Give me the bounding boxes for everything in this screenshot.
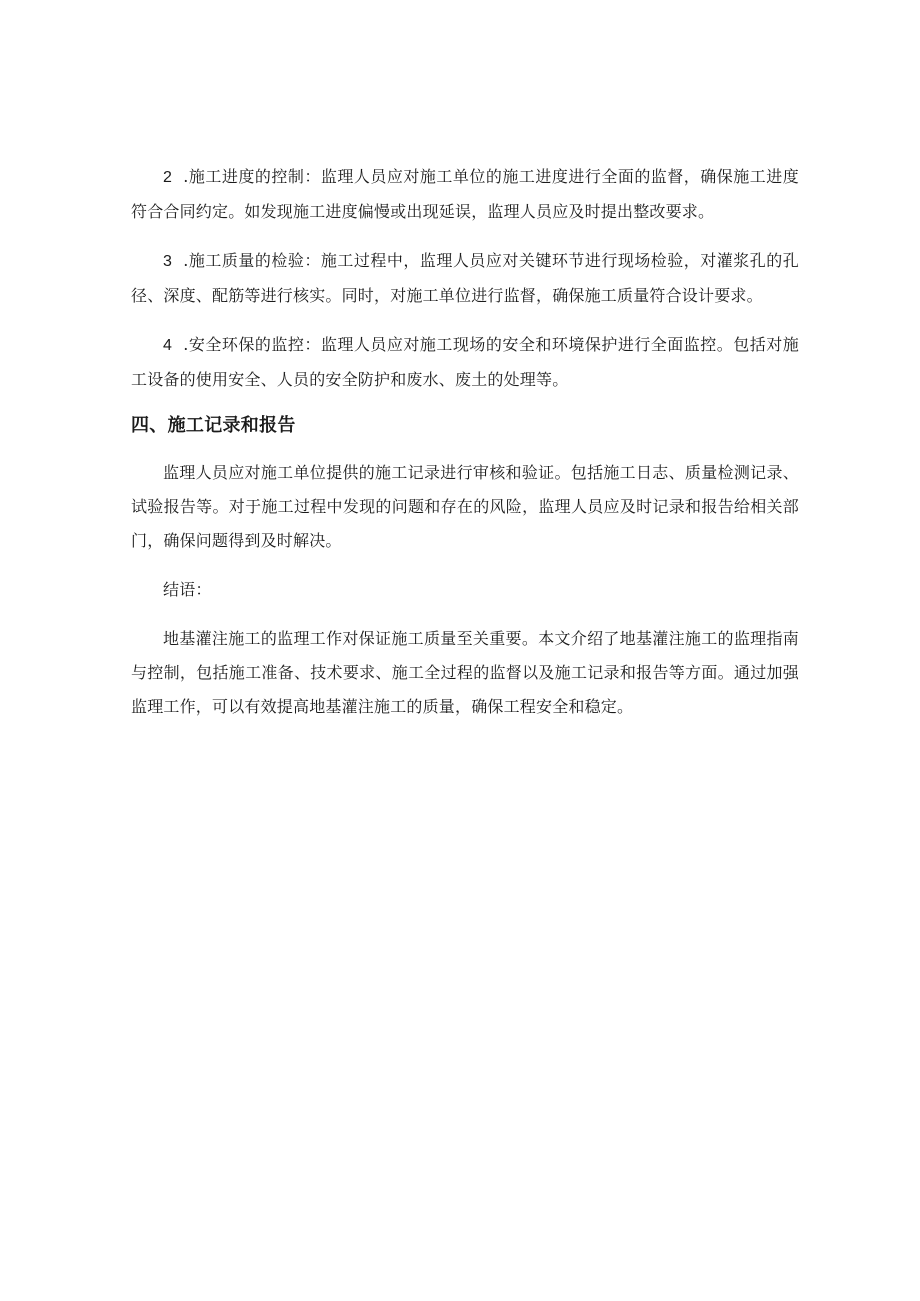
records-paragraph: 监理人员应对施工单位提供的施工记录进行审核和验证。包括施工日志、质量检测记录、试验报告等。对于施工过程中发现的问题和存在的风险，监理人员应及时记录和报告给相关部门，确保问题得到及时解决。: [131, 463, 799, 550]
list-item-progress-control: [131, 160, 799, 229]
section-heading: 四、施工记录和报告: [131, 415, 296, 436]
list-item-number: 4: [163, 337, 173, 354]
conclusion-label: 结语：: [163, 580, 212, 599]
list-item-quality-inspection: [131, 244, 799, 313]
conclusion-paragraph: 地基灌注施工的监理工作对保证施工质量至关重要。本文介绍了地基灌注施工的监理指南与控制，包括施工准备、技术要求、施工全过程的监督以及施工记录和报告等方面。通过加强监理工作，可以有效提高地基灌注施工的质量，确保工程安全和稳定。: [131, 629, 799, 716]
list-item-text: .安全环保的监控：监理人员应对施工现场的安全和环境保护进行全面监控。包括对施工设备的使用安全、人员的安全防护和废水、废土的处理等。: [131, 335, 799, 389]
list-item-safety-environment: [131, 328, 799, 397]
list-item-number: 3: [163, 253, 173, 270]
list-item-text: .施工质量的检验：施工过程中，监理人员应对关键环节进行现场检验，对灌浆孔的孔径、深度、配筋等进行核实。同时，对施工单位进行监督，确保施工质量符合设计要求。: [131, 251, 799, 305]
document-body: [131, 160, 799, 724]
list-item-text: .施工进度的控制：监理人员应对施工单位的施工进度进行全面的监督，确保施工进度符合合同约定。如发现施工进度偏慢或出现延误，监理人员应及时提出整改要求。: [131, 167, 799, 221]
list-item-number: 2: [163, 169, 173, 186]
